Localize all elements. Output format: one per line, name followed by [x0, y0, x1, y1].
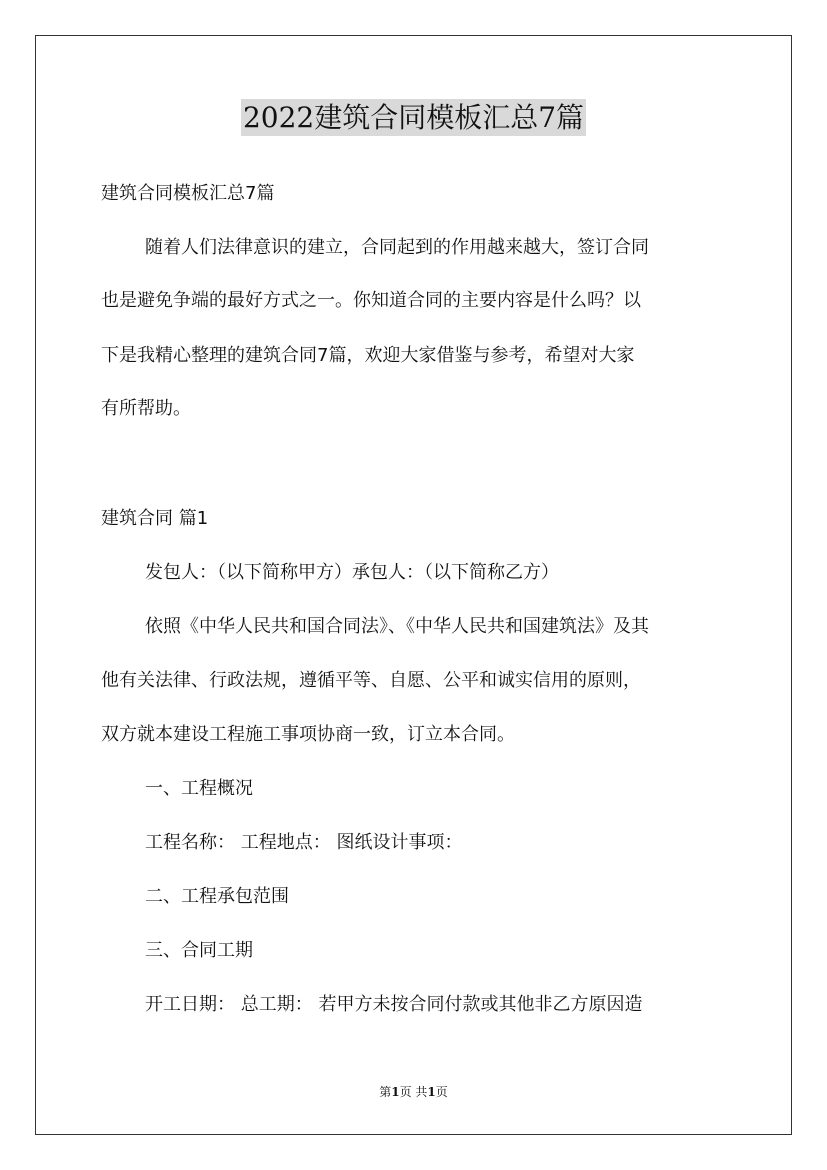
- clause-heading: 二、工程承包范围: [145, 886, 289, 907]
- page-number: 1: [391, 1085, 400, 1099]
- page-total: 1: [427, 1085, 436, 1099]
- footer-text: 第: [379, 1085, 392, 1099]
- clause-heading: 一、工程概况: [145, 778, 253, 799]
- title-text: 2022建筑合同模板汇总7篇: [242, 101, 585, 134]
- parties-line: 发包人：（以下简称甲方）承包人：（以下简称乙方）: [145, 562, 559, 583]
- footer-text: 页 共: [399, 1085, 428, 1099]
- paragraph-line: 依照《中华人民共和国合同法》、《中华人民共和国建筑法》及其: [145, 616, 649, 637]
- paragraph-line: 也是避免争端的最好方式之一。你知道合同的主要内容是什么吗？以: [101, 290, 641, 311]
- paragraph-line: 随着人们法律意识的建立，合同起到的作用越来越大，签订合同: [145, 237, 649, 258]
- page-footer: [0, 1083, 827, 1100]
- paragraph-line: 下是我精心整理的建筑合同7篇，欢迎大家借鉴与参考，希望对大家: [101, 345, 635, 366]
- document-title: [0, 96, 827, 136]
- section-heading: 建筑合同 篇1: [101, 508, 209, 529]
- paragraph-line: 有所帮助。: [101, 398, 191, 419]
- paragraph-line: 他有关法律、行政法规，遵循平等、自愿、公平和诚实信用的原则，: [101, 670, 641, 691]
- paragraph-line: 双方就本建设工程施工事项协商一致，订立本合同。: [101, 724, 515, 745]
- clause-heading: 三、合同工期: [145, 940, 253, 961]
- subtitle: 建筑合同模板汇总7篇: [101, 183, 275, 204]
- footer-text: 页: [435, 1085, 448, 1099]
- clause-fields: 开工日期： 总工期： 若甲方未按合同付款或其他非乙方原因造: [145, 994, 643, 1015]
- clause-fields: 工程名称： 工程地点： 图纸设计事项：: [145, 832, 463, 853]
